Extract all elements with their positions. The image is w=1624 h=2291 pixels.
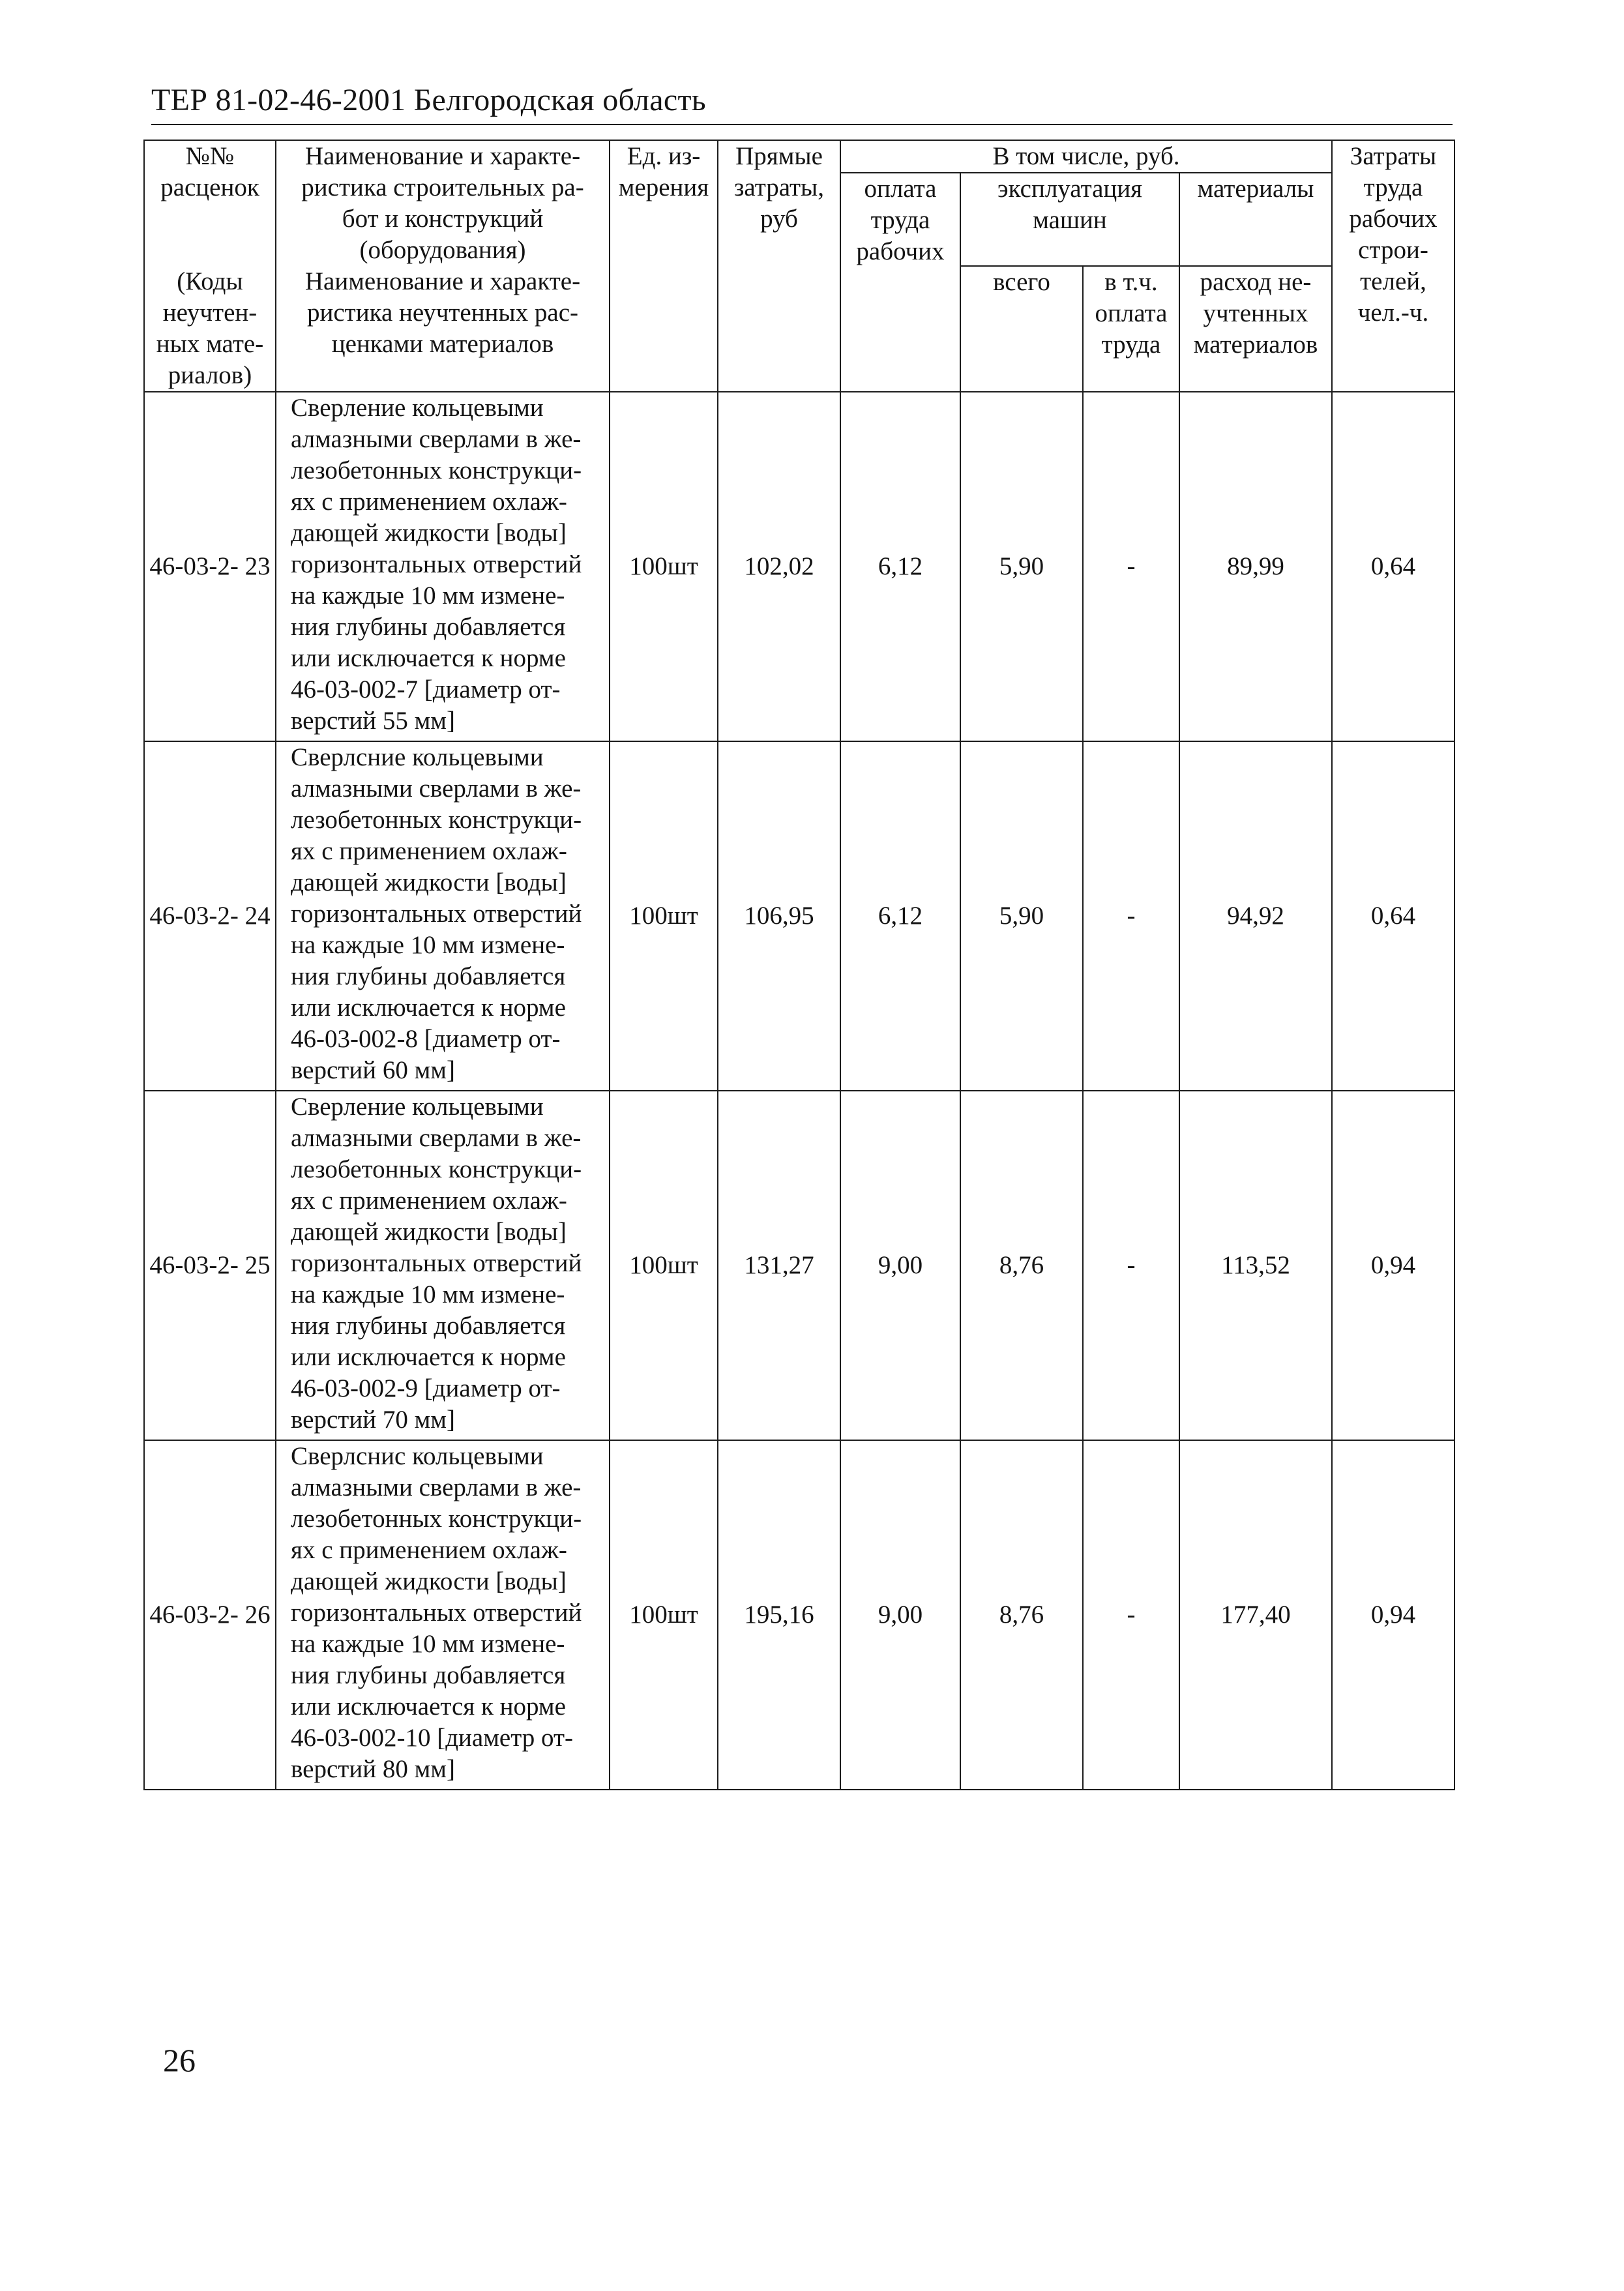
row-labor-pay: 6,12 (840, 741, 960, 1091)
row-code: 46-03-2- 25 (144, 1091, 276, 1440)
header-materials: материалы (1179, 173, 1332, 266)
row-description: Сверление кольцевыми алмазными сверлами в же- лезобетонных конструкци- ях с применением охлаж- дающей жидкости [воды] горизонтальных отверстий на каждые 10 мм измене- ния глубины добавляется или исключается к норме 46-03-002-7 [диаметр от- верстий 55 мм] (276, 392, 610, 741)
row-description: Сверлснис кольцевыми алмазными сверлами в же- лезобетонных конструкци- ях с применением охлаж- дающей жидкости [воды] горизонтальных отверстий на каждые 10 мм измене- ния глубины добавляется или исключается к норме 46-03-002-10 [диаметр от- верстий 80 мм] (276, 1440, 610, 1790)
row-unit: 100шт (610, 1091, 718, 1440)
row-code: 46-03-2- 23 (144, 392, 276, 741)
row-direct-costs: 106,95 (718, 741, 840, 1091)
header-including: В том числе, руб. (840, 140, 1332, 173)
row-materials: 113,52 (1179, 1091, 1332, 1440)
header-materials-unaccounted: расход не- учтенных материалов (1179, 266, 1332, 392)
row-materials: 177,40 (1179, 1440, 1332, 1790)
row-labor-pay: 9,00 (840, 1440, 960, 1790)
header-labor-costs: Затраты труда рабочих строи- телей, чел.-ч. (1332, 140, 1454, 392)
row-labor-hours: 0,64 (1332, 392, 1454, 741)
row-machine-total: 5,90 (960, 741, 1083, 1091)
row-machine-pay: - (1083, 1091, 1179, 1440)
header-unit: Ед. из- мерения (610, 140, 718, 392)
table-row (144, 1091, 1454, 1440)
row-machine-total: 8,76 (960, 1440, 1083, 1790)
row-direct-costs: 131,27 (718, 1091, 840, 1440)
row-direct-costs: 195,16 (718, 1440, 840, 1790)
row-code: 46-03-2- 26 (144, 1440, 276, 1790)
row-labor-hours: 0,64 (1332, 741, 1454, 1091)
row-description: Сверление кольцевыми алмазными сверлами в же- лезобетонных конструкци- ях с применением охлаж- дающей жидкости [воды] горизонтальных отверстий на каждые 10 мм измене- ния глубины добавляется или исключается к норме 46-03-002-9 [диаметр от- верстий 70 мм] (276, 1091, 610, 1440)
row-unit: 100шт (610, 392, 718, 741)
row-machine-total: 5,90 (960, 392, 1083, 741)
page-number: 26 (163, 2042, 196, 2078)
row-machine-pay: - (1083, 741, 1179, 1091)
table-row (144, 392, 1454, 741)
row-labor-hours: 0,94 (1332, 1440, 1454, 1790)
header-machine-ops: эксплуатация машин (960, 173, 1179, 266)
row-unit: 100шт (610, 741, 718, 1091)
header-row-1 (144, 140, 1454, 173)
row-code: 46-03-2- 24 (144, 741, 276, 1091)
row-machine-pay: - (1083, 392, 1179, 741)
rates-table (143, 140, 1455, 1790)
header-machine-incl-pay: в т.ч. оплата труда (1083, 266, 1179, 392)
table-row (144, 1440, 1454, 1790)
row-machine-total: 8,76 (960, 1091, 1083, 1440)
row-unit: 100шт (610, 1440, 718, 1790)
page-header: ТЕР 81-02-46-2001 Белгородская область (151, 77, 1453, 125)
header-labor-pay: оплата труда рабочих (840, 173, 960, 392)
table-row (144, 741, 1454, 1091)
header-direct-costs: Прямые затраты, руб (718, 140, 840, 392)
row-materials: 94,92 (1179, 741, 1332, 1091)
row-direct-costs: 102,02 (718, 392, 840, 741)
row-machine-pay: - (1083, 1440, 1179, 1790)
row-labor-pay: 6,12 (840, 392, 960, 741)
row-materials: 89,99 (1179, 392, 1332, 741)
row-labor-pay: 9,00 (840, 1091, 960, 1440)
header-code-unaccounted: (Коды неучтен- ных мате- риалов) (144, 266, 276, 392)
row-labor-hours: 0,94 (1332, 1091, 1454, 1440)
row-description: Сверлсние кольцевыми алмазными сверлами в же- лезобетонных конструкци- ях с применением охлаж- дающей жидкости [воды] горизонтальных отверстий на каждые 10 мм измене- ния глубины добавляется или исключается к норме 46-03-002-8 [диаметр от- верстий 60 мм] (276, 741, 610, 1091)
header-code: №№ расценок (144, 140, 276, 266)
header-name: Наименование и характе- ристика строительных ра- бот и конструкций (оборудования) (276, 140, 610, 266)
header-name-unaccounted: Наименование и характе- ристика неучтенных рас- ценками материалов (276, 266, 610, 392)
header-machine-total: всего (960, 266, 1083, 392)
